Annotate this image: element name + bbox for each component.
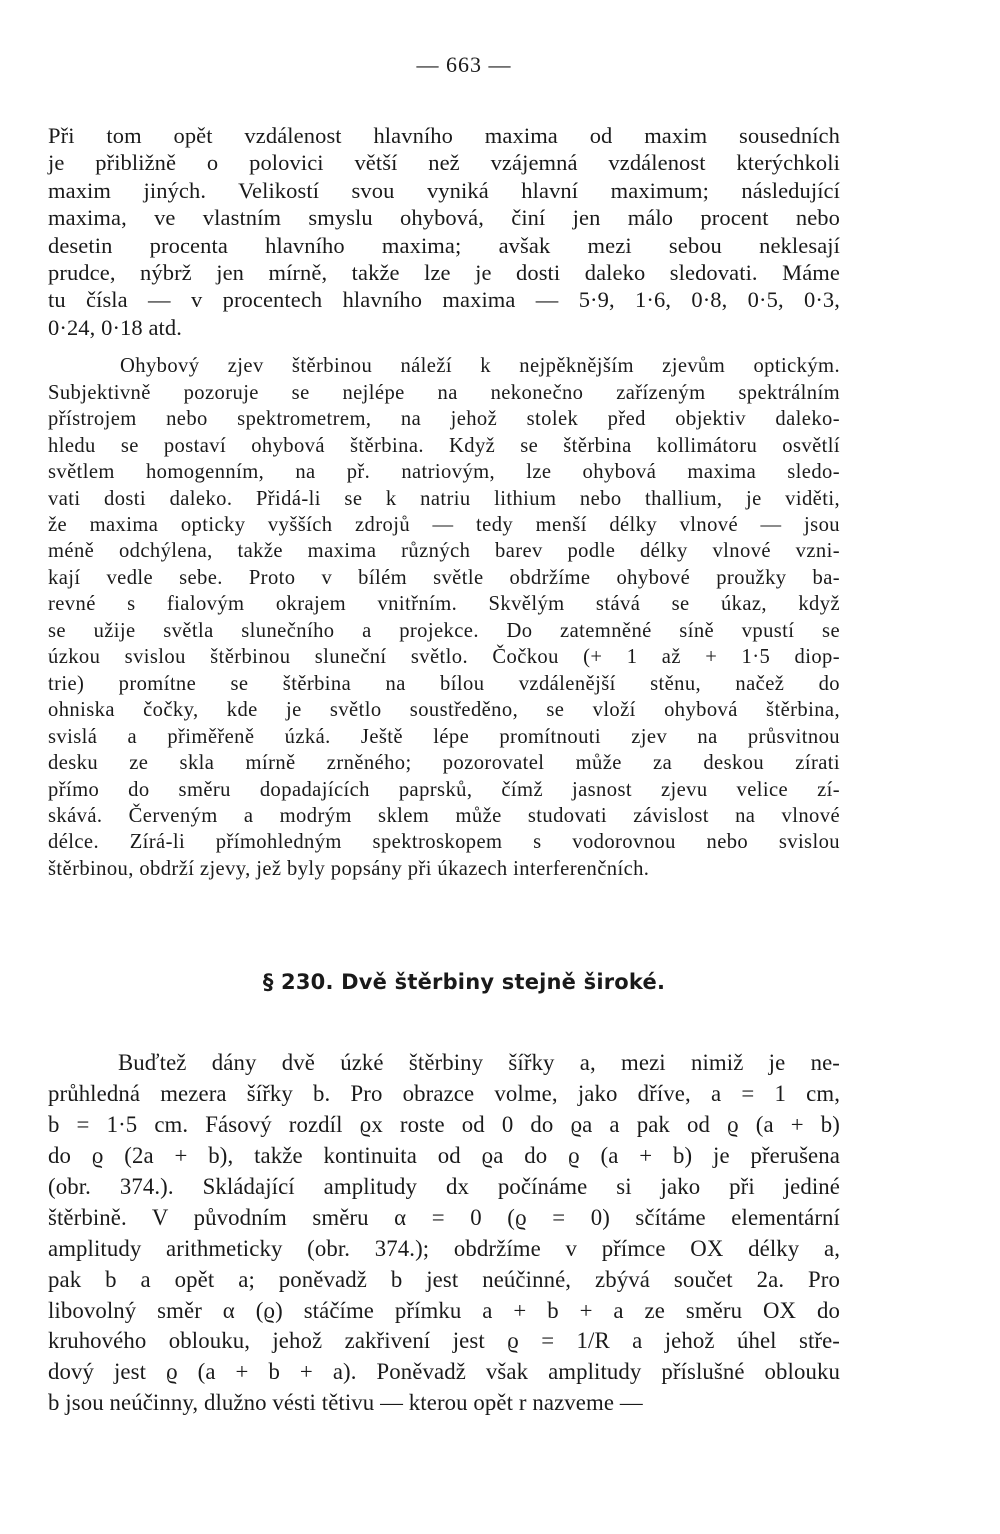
text-line: maxim jiných. Velikostí svou vyniká hlavní maximum; následující xyxy=(48,177,840,203)
text-line: přístrojem nebo spektrometrem, na jehož stolek před objektiv daleko- xyxy=(48,408,840,431)
text-line: Subjektivně pozoruje se nejlépe na nekonečno zařízeným spektrálním xyxy=(48,381,840,404)
paragraph-3 xyxy=(48,1048,840,1419)
text-line: revné s fialovým okrajem vnitřním. Skvělým stává se úkaz, když xyxy=(48,593,840,616)
text-line: libovolný směr α (ϱ) stáčíme přímku a + b + a ze směru OX do xyxy=(48,1297,840,1323)
text-line: štěrbinou, obdrží zjevy, jež byly popsány při úkazech interferenčních. xyxy=(48,857,650,880)
text-line: ohniska čočky, kde je světlo soustředěno, se vloží ohybová štěrbina, xyxy=(48,699,840,722)
paragraph-1 xyxy=(48,122,840,341)
text-line: světlem homogenním, na př. natriovým, lze ohybová maxima sledo- xyxy=(48,461,840,484)
text-line: amplitudy arithmeticky (obr. 374.); obdržíme v přímce OX délky a, xyxy=(48,1235,840,1261)
text-line: pak b a opět a; poněvadž b jest neúčinné, zbývá součet 2a. Pro xyxy=(48,1266,840,1292)
text-line: b jsou neúčinny, dlužno vésti tětivu — kterou opět r nazveme — xyxy=(48,1390,643,1416)
text-line: desku ze skla mírně zrněného; pozorovatel může za deskou zírati xyxy=(48,752,840,775)
text-line: b = 1·5 cm. Fásový rozdíl ϱx roste od 0 do ϱa a pak od ϱ (a + b) xyxy=(48,1112,840,1138)
text-line: hledu se postaví ohybová štěrbina. Když se štěrbina kollimátoru osvětlí xyxy=(48,434,840,457)
text-line: dový jest ϱ (a + b + a). Poněvadž však amplitudy příslušné oblouku xyxy=(48,1359,840,1385)
text-line: 0·24, 0·18 atd. xyxy=(48,314,182,340)
text-line: Při tom opět vzdálenost hlavního maxima od maxim sousedních xyxy=(48,123,840,148)
text-line: přímo do směru dopadajících paprsků, čímž jasnost zjevu velice zí- xyxy=(48,778,840,801)
text-line: kruhového oblouku, jehož zakřivení jest ϱ = 1/R a jehož úhel stře- xyxy=(48,1328,840,1354)
text-line: maxima, ve vlastním smyslu ohybová, činí jen málo procent nebo xyxy=(48,205,840,231)
book-page xyxy=(48,52,840,1419)
text-line: že maxima opticky vyšších zdrojů — tedy menší délky vlnové — jsou xyxy=(48,513,840,536)
text-line: se užije světla slunečního a projekce. Do zatemněné síně vpustí se xyxy=(48,619,840,642)
text-line: úzkou svislou štěrbinou sluneční světlo. Čočkou (+ 1 až + 1·5 diop- xyxy=(48,646,840,669)
text-line: kají vedle sebe. Proto v bílém světle obdržíme ohybové proužky ba- xyxy=(48,566,840,589)
text-line: desetin procenta hlavního maxima; avšak mezi sebou neklesají xyxy=(48,232,840,258)
text-line: vati dosti daleko. Přidá-li se k natriu lithium nebo thallium, je viděti, xyxy=(48,487,840,510)
text-line: Ohybový zjev štěrbinou náleží k nejpěknějším zjevům optickým. xyxy=(120,355,840,378)
text-line: Buďtež dány dvě úzké štěrbiny šířky a, mezi nimiž je ne- xyxy=(118,1050,840,1076)
paragraph-2 xyxy=(48,353,840,882)
text-line: méně odchýlena, takže maxima různých barev podle délky vlnové vzni- xyxy=(48,540,840,563)
text-line: průhledná mezera šířky b. Pro obrazce volme, jako dříve, a = 1 cm, xyxy=(48,1081,840,1107)
section-heading: § 230. Dvě štěrbiny stejně široké. xyxy=(262,970,666,995)
page-number: — 663 — xyxy=(416,52,512,77)
text-line: svislá a přiměřeně úzká. Ještě lépe promítnouti zjev na průsvitnou xyxy=(48,725,840,748)
text-line: štěrbině. V původním směru α = 0 (ϱ = 0) sčítáme elementární xyxy=(48,1204,840,1230)
text-line: skává. Červeným a modrým sklem může studovati závislost na vlnové xyxy=(48,804,840,827)
text-line: prudce, nýbrž jen mírně, takže lze je dosti daleko sledovati. Máme xyxy=(48,260,840,286)
text-line: trie) promítne se štěrbina na bílou vzdálenější stěnu, načež do xyxy=(48,672,840,695)
text-line: (obr. 374.). Skládající amplitudy dx počínáme si jako při jediné xyxy=(48,1173,840,1199)
text-line: tu čísla — v procentech hlavního maxima — 5·9, 1·6, 0·8, 0·5, 0·3, xyxy=(48,287,840,313)
text-line: délce. Zírá-li přímohledným spektroskopem s vodorovnou nebo svislou xyxy=(48,831,840,854)
text-line: do ϱ (2a + b), takže kontinuita od ϱa do ϱ (a + b) je přerušena xyxy=(48,1143,840,1169)
text-line: je přibližně o polovici větší než vzájemná vzdálenost kterýchkoli xyxy=(48,150,840,176)
